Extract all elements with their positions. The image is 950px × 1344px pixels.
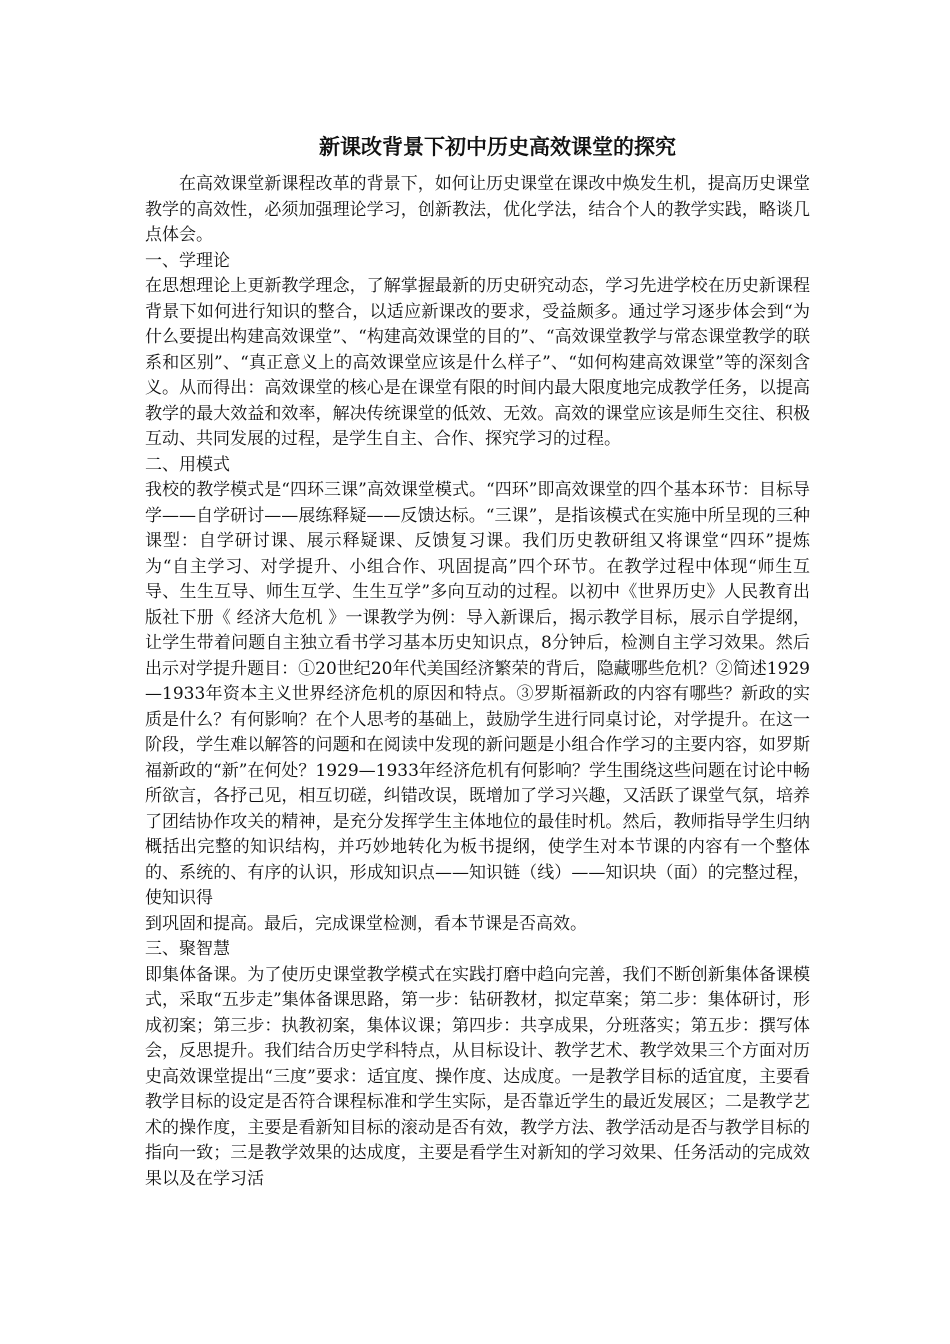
intro-paragraph: 在高效课堂新课程改革的背景下，如何让历史课堂在课改中焕发生机，提高历史课堂教学的高效性，必须加强理论学习，创新教法，优化学法，结合个人的教学实践，略谈几点体会。 [145,174,810,245]
section-paragraph: 在思想理论上更新教学理念，了解掌握最新的历史研究动态，学习先进学校在历史新课程背景下如何进行知识的整合，以适应新课改的要求，受益颇多。通过学习逐步体会到“为什么要提出构建高效课堂”、“构建高效课堂的目的”、“高效课堂教学与常态课堂教学的联系和区别”、“真正意义上的高效课堂应该是什么样子”、“如何构建高效课堂”等的深刻含义。从而得出：高效课堂的核心是在课堂有限的时间内最大限度地完成教学任务，以提高教学的最大效益和效率，解决传统课堂的低效、无效。高效的课堂应该是师生交往、积极互动、共同发展的过程，是学生自主、合作、探究学习的过程。 [145,276,810,449]
section-heading-model: 二、用模式 [145,454,230,475]
section-paragraph: 即集体备课。为了使历史课堂教学模式在实践打磨中趋向完善，我们不断创新集体备课模式，采取“五步走”集体备课思路，第一步：钻研教材，拟定草案；第二步：集体研讨，形成初案；第三步：执教初案，集体议课；第四步：共享成果，分班落实；第五步：撰写体会，反思提升。我们结合历史学科特点，从目标设计、教学艺术、教学效果三个方面对历史高效课堂提出“三度”要求：适宜度、操作度、达成度。一是教学目标的适宜度，主要看教学目标的设定是否符合课程标准和学生实际，是否靠近学生的最近发展区；二是教学艺术的操作度，主要是看新知目标的滚动是否有效，教学方法、教学活动是否与教学目标的指向一致；三是教学效果的达成度，主要是看学生对新知的学习效果、任务活动的完成效果以及在学习活 [145,964,810,1189]
section-paragraph: 到巩固和提高。最后，完成课堂检测，看本节课是否高效。 [145,913,587,934]
section-heading-wisdom: 三、聚智慧 [145,939,230,959]
document-title: 新课改背景下初中历史高效课堂的探究 [319,135,676,159]
section-paragraph: 我校的教学模式是“四环三课”高效课堂模式。“四环”即高效课堂的四个基本环节：目标导学——自学研讨——展练释疑——反馈达标。“三课”，是指该模式在实施中所呈现的三种课型：自学研讨课、展示释疑课、反馈复习课。我们历史教研组又将课堂“四环”提炼为“自主学习、对学提升、小组合作、巩固提高”四个环节。在教学过程中体现“师生互导、生生互导、师生互学、生生互学”多向互动的过程。以初中《世界历史》人民教育出版社下册《 经济大危机 》一课教学为例：导入新课后，揭示教学目标，展示自学提纲，让学生带着问题自主独立看书学习基本历史知识点，8分钟后，检测自主学习效果。然后出示对学提升题目：①20世纪20年代美国经济繁荣的背后，隐藏哪些危机？②简述1929—1933年资本主义世界经济危机的原因和特点。③罗斯福新政的内容有哪些？新政的实质是什么？有何影响？在个人思考的基础上，鼓励学生进行同桌讨论，对学提升。在这一阶段，学生难以解答的问题和在阅读中发现的新问题是小组合作学习的主要内容，如罗斯福新政的“新”在何处？1929—1933年经济危机有何影响？学生围绕这些问题在讨论中畅所欲言，各抒己见，相互切磋，纠错改误，既增加了学习兴趣，又活跃了课堂气氛，培养了团结协作攻关的精神，是充分发挥学生主体地位的最佳时机。然后，教师指导学生归纳概括出完整的知识结构，并巧妙地转化为板书提纲，使学生对本节课的内容有一个整体的、系统的、有序的认识，形成知识点——知识链（线）——知识块（面）的完整过程，使知识得 [145,480,810,908]
document-page [145,130,810,1192]
section-heading-theory: 一、学理论 [145,250,230,271]
